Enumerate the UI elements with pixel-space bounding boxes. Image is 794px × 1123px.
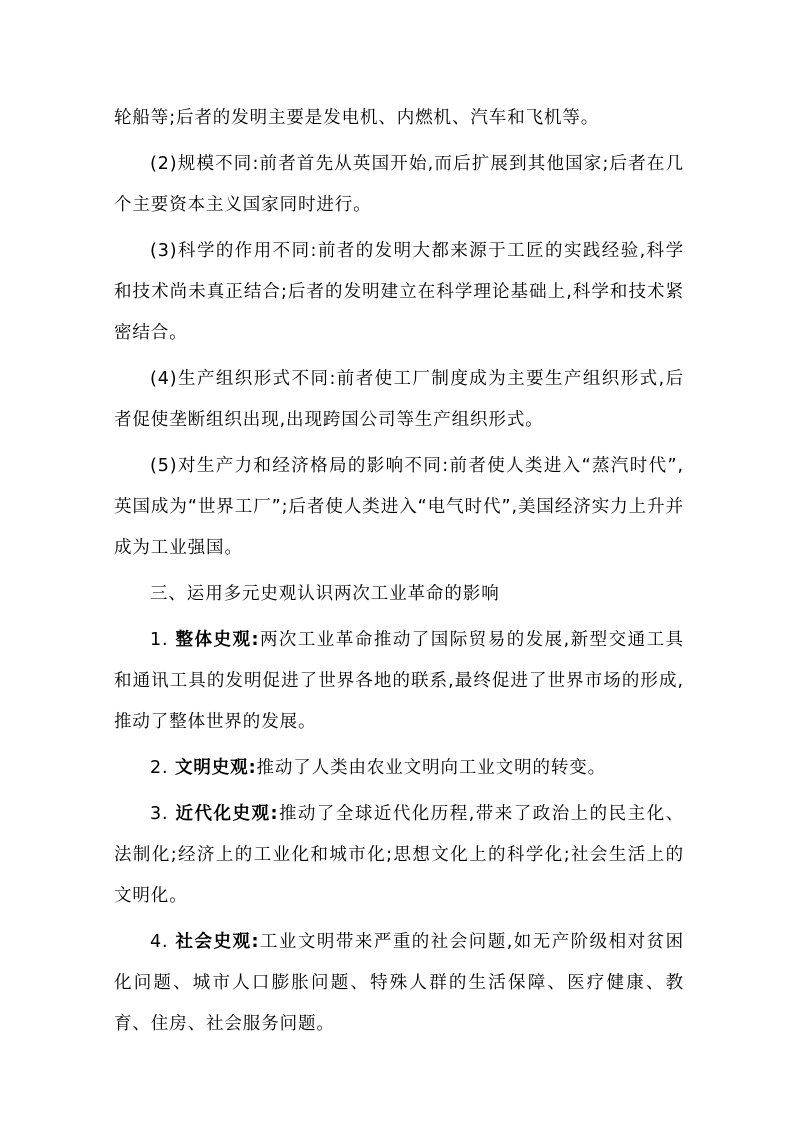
view-text: 推动了全球近代化历程,带来了政治上的民主化、法制化;经济上的工业化和城市化;思想文化上的科学化;社会生活上的文明化。 xyxy=(114,804,684,906)
view-paragraph-modernization xyxy=(114,794,684,917)
view-colon: : xyxy=(270,804,279,824)
view-paragraph-holistic xyxy=(114,620,684,743)
view-colon: : xyxy=(251,630,260,650)
view-number: 3. xyxy=(150,804,176,824)
difference-paragraph-5: (5)对生产力和经济格局的影响不同:前者使人类进入“蒸汽时代”,英国成为“世界工厂”;后者使人类进入“电气时代”,美国经济实力上升并成为工业强国。 xyxy=(114,456,684,558)
view-text: 两次工业革命推动了国际贸易的发展,新型交通工具和通讯工具的发明促进了世界各地的联系,最终促进了世界市场的形成,推动了整体世界的发展。 xyxy=(114,630,684,732)
view-label: 近代化史观 xyxy=(175,804,271,824)
view-number: 2. xyxy=(150,758,175,778)
document-page xyxy=(114,98,684,1045)
view-text: 工业文明带来严重的社会问题,如无产阶级相对贫困化问题、城市人口膨胀问题、特殊人群的生活保障、医疗健康、教育、住房、社会服务问题。 xyxy=(114,932,684,1034)
difference-paragraph-3: (3)科学的作用不同:前者的发明大都来源于工匠的实践经验,科学和技术尚未真正结合;后者的发明建立在科学理论基础上,科学和技术紧密结合。 xyxy=(114,241,684,343)
view-paragraph-civilization xyxy=(114,748,684,789)
section-heading: 三、运用多元史观认识两次工业革命的影响 xyxy=(150,584,500,604)
view-label: 社会史观 xyxy=(175,932,252,952)
view-colon: : xyxy=(251,932,260,952)
view-paragraph-social xyxy=(114,922,684,1045)
difference-paragraph-2: (2)规模不同:前者首先从英国开始,而后扩展到其他国家;后者在几个主要资本主义国家同时进行。 xyxy=(114,154,684,215)
view-label: 整体史观 xyxy=(175,630,252,650)
difference-paragraph-4: (4)生产组织形式不同:前者使工厂制度成为主要生产组织形式,后者促使垄断组织出现,出现跨国公司等生产组织形式。 xyxy=(114,369,684,430)
view-colon: : xyxy=(248,758,257,778)
view-number: 4. xyxy=(150,932,176,952)
view-number: 1. xyxy=(150,630,176,650)
continuation-paragraph: 轮船等;后者的发明主要是发电机、内燃机、汽车和飞机等。 xyxy=(114,108,600,128)
view-label: 文明史观 xyxy=(174,758,249,778)
view-text: 推动了人类由农业文明向工业文明的转变。 xyxy=(256,758,607,778)
